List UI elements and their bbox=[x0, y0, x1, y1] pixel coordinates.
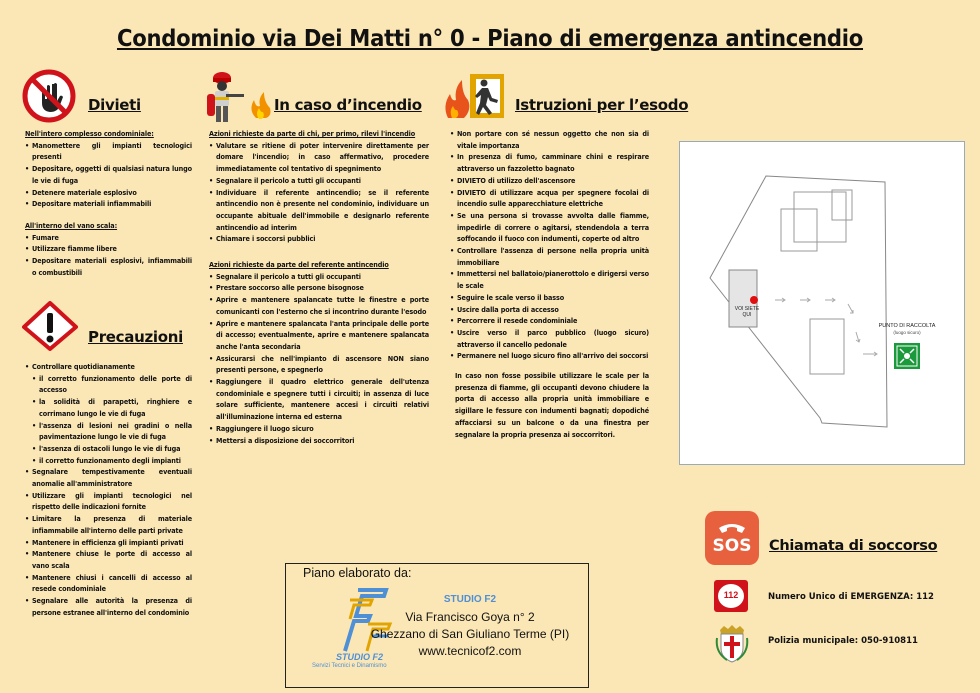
sos-label: SOS bbox=[712, 536, 752, 556]
studio-name: STUDIO F2 bbox=[443, 594, 497, 605]
esodo-heading: Istruzioni per l’esodo bbox=[515, 96, 689, 114]
soccorso-heading: Chiamata di soccorso bbox=[769, 538, 938, 554]
esodo-note: In caso non fosse possibile utilizzare le scale per la presenza di fiamme, gli occupanti devono chiudere la porta di accesso alla propria unità immobiliare e sigillare le fessure con indumenti bagnati; dopodiché affacciarsi su un balcone o da una finestra per segnalare la propria presenza ai soccorritori. bbox=[455, 371, 649, 439]
page-title: Condominio via Dei Matti n° 0 - Piano di emergenza antincendio bbox=[116, 26, 864, 52]
list-item: • Segnalare il pericolo a tutti gli occupanti bbox=[209, 175, 429, 187]
studio-website[interactable]: www.tecnicof2.com bbox=[418, 644, 522, 658]
precauzioni-list bbox=[25, 361, 192, 618]
you-are-here-label: VOI SIETE QUI bbox=[734, 306, 760, 318]
list-item: • Non portare con sé nessun oggetto che non sia di vitale importanza bbox=[450, 128, 649, 151]
list-item: • Segnalare tempestivamente eventuali anomalie all'amministratore bbox=[25, 466, 192, 489]
list-item: • Uscire dalla porta di accesso bbox=[450, 304, 649, 316]
list-item: • Fumare bbox=[25, 232, 192, 244]
police-number: Polizia municipale: 050-910811 bbox=[768, 636, 918, 646]
sos-icon bbox=[705, 511, 759, 565]
list-item: • DIVIETO di utilizzare acqua per spegnere focolai di incendio sulle apparecchiature elettriche bbox=[450, 187, 649, 210]
divieti-intro2: All'interno del vano scala: bbox=[25, 220, 118, 230]
firefighter-icon bbox=[204, 68, 272, 126]
list-item: • Immettersi nel ballatoio/pianerottolo e dirigersi verso le scale bbox=[450, 268, 649, 291]
list-item: • la solidità di parapetti, ringhiere e corrimano lungo le vie di fuga bbox=[25, 396, 192, 419]
evacuation-map bbox=[679, 141, 965, 465]
list-item: • DIVIETO di utilizzo dell'ascensore bbox=[450, 175, 649, 187]
assembly-point-label: PUNTO DI RACCOLTA bbox=[878, 323, 936, 329]
list-item: • Utilizzare fiamme libere bbox=[25, 243, 192, 255]
list-item: • Depositare materiali esplosivi, infiammabili o combustibili bbox=[25, 255, 192, 278]
list-item: • Assicurarsi che nell'impianto di ascensore NON siano presenti persone, e spegnerlo bbox=[209, 353, 429, 376]
list-item: • l'assenza di ostacoli lungo le vie di fuga bbox=[25, 443, 192, 455]
precauzioni-heading: Precauzioni bbox=[88, 328, 183, 346]
emergency-112-badge: 112 bbox=[723, 590, 739, 600]
fire-exit-icon bbox=[442, 70, 508, 122]
studio-info-box bbox=[285, 563, 589, 688]
list-item: • Raggiungere il luogo sicuro bbox=[209, 423, 429, 435]
site-plan bbox=[680, 142, 964, 464]
list-item: • In presenza di fumo, camminare chini e respirare attraverso un fazzoletto bagnato bbox=[450, 151, 649, 174]
incendio-intro: Azioni richieste da parte di chi, per primo, rilevi l'incendio bbox=[209, 129, 416, 138]
studio-city: Ghezzano di San Giuliano Terme (PI) bbox=[370, 627, 570, 641]
list-item: • Segnalare il pericolo a tutti gli occupanti bbox=[209, 271, 429, 283]
list-item: • il corretto funzionamento degli impianti bbox=[25, 455, 192, 467]
divieti-intro: Nell'intero complesso condominiale: bbox=[25, 129, 154, 138]
studio-logo-name: STUDIO F2 bbox=[336, 652, 384, 662]
esodo-list bbox=[450, 128, 649, 440]
studio-address: Via Francisco Goya n° 2 bbox=[405, 610, 535, 624]
list-item: • Mantenere in efficienza gli impianti privati bbox=[25, 537, 192, 549]
list-item: • Segnalare alle autorità la presenza di persone estranee all'interno del condominio bbox=[25, 595, 192, 618]
assembly-point-sub: (luogo sicuro) bbox=[893, 330, 921, 335]
list-item: • il corretto funzionamento delle porte di accesso bbox=[25, 373, 192, 396]
list-item: • Aprire e mantenere spalancate tutte le finestre e porte comunicanti con l'esterno che si incontrino durante l'esodo bbox=[209, 294, 429, 317]
list-item: • Depositare materiali infiammabili bbox=[25, 198, 192, 210]
list-item: • Raggiungere il quadro elettrico generale dell'utenza condominiale e spegnere tutti i circuiti; in assenza di luce solare sufficiente, mantenere accesi i circuiti relativi all'illuminazione interna ed esterna bbox=[209, 376, 429, 423]
list-item: • Individuare il referente antincendio; se il referente antincendio non è presente nel condominio, individuare un occupante abituale dell'immobile e designarlo referente antincendio ad interim bbox=[209, 187, 429, 234]
incendio-intro2: Azioni richieste da parte del referente antincendio bbox=[209, 260, 389, 270]
studio-logo-tagline: Servizi Tecnici e Dinamismo bbox=[312, 663, 387, 669]
list-item: • Manomettere gli impianti tecnologici presenti bbox=[25, 140, 192, 163]
emergency-number: Numero Unico di EMERGENZA: 112 bbox=[768, 592, 934, 602]
warning-icon bbox=[22, 301, 78, 351]
emergency-112-icon bbox=[714, 580, 748, 612]
list-item: • Seguire le scale verso il basso bbox=[450, 292, 649, 304]
list-item: • Controllare quotidianamente bbox=[25, 361, 192, 373]
list-item: • Limitare la presenza di materiale infiammabile all'interno delle parti private bbox=[25, 513, 192, 536]
list-item: • Detenere materiale esplosivo bbox=[25, 187, 192, 199]
list-item: • Se una persona si trovasse avvolta dalle fiamme, impedirle di correre o agitarsi, stendendola a terra soffocando il fuoco con indumenti, coperte od altro bbox=[450, 210, 649, 245]
list-item: • Permanere nel luogo sicuro fino all'arrivo dei soccorsi bbox=[450, 350, 649, 362]
no-entry-icon bbox=[22, 69, 76, 123]
divieti-list bbox=[25, 128, 192, 278]
incendio-heading: In caso d’incendio bbox=[274, 96, 422, 114]
list-item: • Valutare se ritiene di poter intervenire direttamente per domare l'incendio; in caso affermativo, procedere immediatamente col tentativo di spegnimento bbox=[209, 140, 429, 175]
list-item: • Uscire verso il parco pubblico (luogo sicuro) attraverso il cancello pedonale bbox=[450, 327, 649, 350]
list-item: • Prestare soccorso alle persone bisognose bbox=[209, 282, 429, 294]
list-item: • Utilizzare gli impianti tecnologici nel rispetto delle indicazioni fornite bbox=[25, 490, 192, 513]
incendio-list bbox=[209, 128, 429, 446]
divieti-heading: Divieti bbox=[88, 96, 141, 114]
list-item: • Aprire e mantenere spalancata l'anta principale delle porte di accesso; eventualmente, aprire e mantenere spalancata anche l'anta secondaria bbox=[209, 318, 429, 353]
studio-header: Piano elaborato da: bbox=[303, 566, 412, 580]
list-item: • Mantenere chiuse le porte di accesso al vano scala bbox=[25, 548, 192, 571]
list-item: • l'assenza di lesioni nei gradini o nella pavimentazione lungo le vie di fuga bbox=[25, 420, 192, 443]
municipal-crest-icon bbox=[714, 622, 750, 664]
list-item: • Depositare, oggetti di qualsiasi natura lungo le vie di fuga bbox=[25, 163, 192, 186]
list-item: • Controllare l'assenza di persone nella propria unità immobiliare bbox=[450, 245, 649, 268]
list-item: • Mantenere chiusi i cancelli di accesso al resede condominiale bbox=[25, 572, 192, 595]
list-item: • Chiamare i soccorsi pubblici bbox=[209, 233, 429, 245]
list-item: • Percorrere il resede condominiale bbox=[450, 315, 649, 327]
list-item: • Mettersi a disposizione dei soccorritori bbox=[209, 435, 429, 447]
